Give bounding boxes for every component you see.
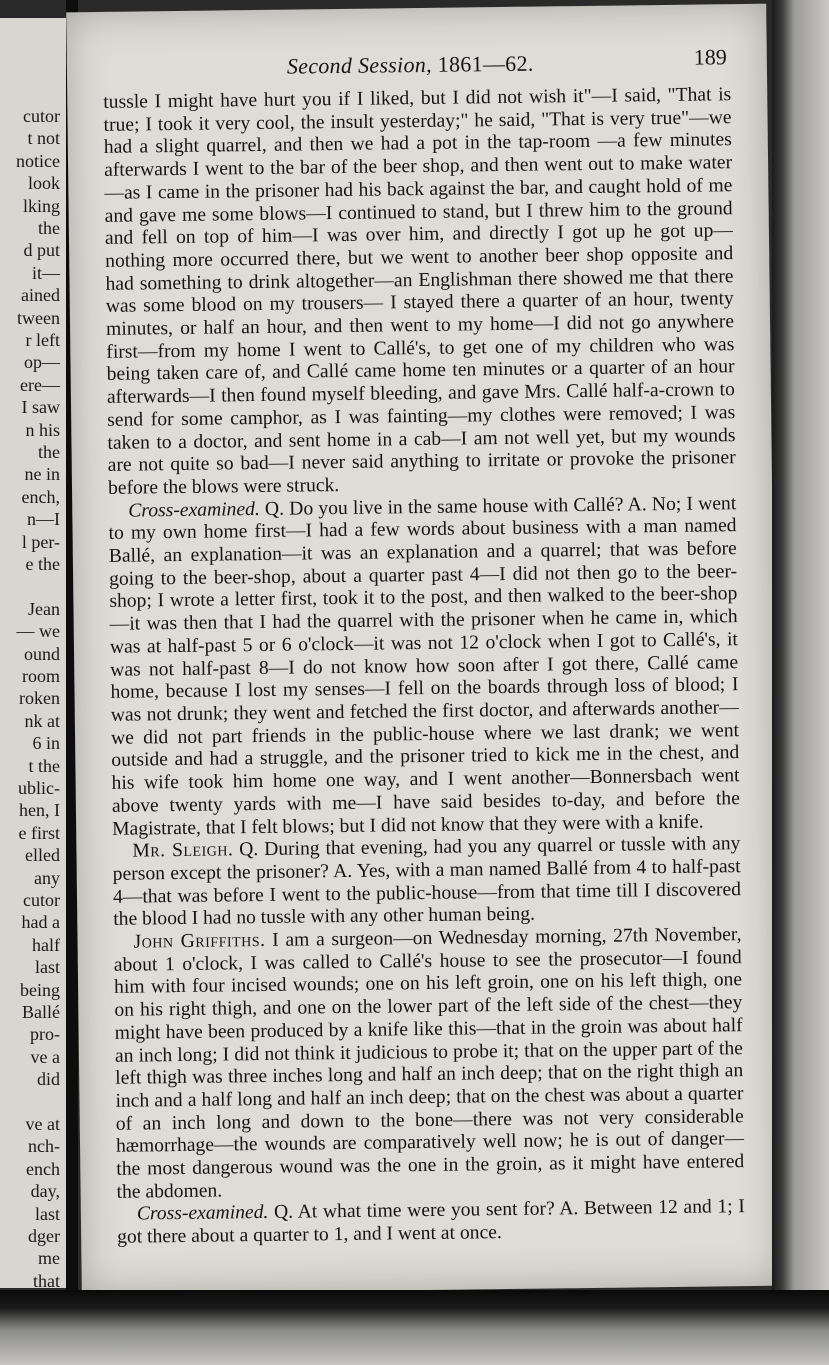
facing-page-fragment: ained: [21, 285, 60, 306]
cross-examined-label: Cross-examined.: [136, 1202, 269, 1226]
facing-page-fragment: me: [38, 1248, 60, 1269]
facing-page-fragment: t the: [28, 755, 60, 776]
facing-page-fragment: cutor: [23, 106, 60, 126]
sleigh-paragraph: [112, 833, 741, 931]
facing-page-fragment: any: [34, 867, 60, 888]
facing-page-fragment: that: [33, 1270, 60, 1288]
paragraph-text: tussle I might have hurt you if I liked, but I did not wish it"—I said, "That is true; I took it very cool, the insult yesterday;" he said, "That is very true"—we had a slight quarrel, and then we had a pot in the tap-room —a few minutes afterwards I went to the bar of the beer shop, and then went out to make water—as I came in the prisoner had his back against the bar, and caught hold of me and gave me some blows—I continued to stand, but I threw him to the ground and fell on top of him—I was over him, and directly I got up he got up—nothing more occurred there, but we went to another beer shop opposite and had something to drink altogether—an Englishman there showed me that there was some blood on my trousers— I stayed there a quarter of an hour, twenty minutes, or half an hour, and then went to my home—I did not go anywhere first—from my home I went to Callé's, to get one of my children who was being taken care of, and Callé came home ten minutes or a quarter of an hour afterwards—I then found myself bleeding, and gave Mrs. Callé half-a-crown to send for some camphor, as I was fainting—my clothes were removed; I was taken to a doctor, and sent home in a cab—I am not well yet, but my wounds are not quite so bad—I never said anything to irritate or provoke the prisoner before the blows were struck.: [103, 84, 736, 499]
facing-page-fragment: ve a: [30, 1046, 60, 1067]
facing-page-fragment: e first: [18, 822, 60, 843]
scanner-edge-bottom: [0, 1290, 829, 1365]
facing-page-fragment: half: [32, 934, 60, 955]
facing-page-fragment: notice: [16, 150, 60, 171]
facing-page-fragment: pro-: [30, 1024, 60, 1045]
facing-page-fragment: ne in: [24, 464, 60, 485]
facing-page-fragment: — we: [16, 621, 60, 642]
scanner-edge-right: [772, 0, 829, 1365]
facing-page-fragment: nk at: [24, 710, 60, 731]
session-title: Second Session,: [286, 51, 433, 79]
session-year: 1861—62.: [437, 50, 534, 77]
facing-page-fragment: Jean: [28, 598, 60, 619]
facing-page-fragment: elled: [25, 845, 60, 866]
facing-page-fragment: Ballé: [22, 1002, 60, 1022]
facing-page-fragment: last: [35, 957, 60, 978]
page-body: [103, 84, 745, 1249]
facing-page-fragment: lking: [22, 195, 60, 216]
facing-page-fragment: op—: [24, 352, 60, 373]
facing-page-fragment: d put: [23, 240, 60, 261]
book-page: [66, 4, 782, 1294]
facing-page-fragment: r left: [25, 330, 60, 350]
facing-page-fragment: ench: [26, 1158, 60, 1179]
facing-page-fragment: ound: [24, 643, 60, 664]
facing-page-fragment: t not: [27, 128, 60, 149]
facing-page-fragment: l per-: [21, 531, 60, 552]
page-number: 189: [693, 44, 727, 70]
facing-page-fragment: last: [35, 1203, 60, 1224]
facing-page-fragment: dger: [28, 1226, 60, 1246]
facing-page-fragment: ve at: [25, 1114, 60, 1134]
cross-examination-paragraph: [117, 1197, 746, 1250]
cross-examined-label: Cross-examined.: [128, 498, 260, 522]
speaker-label: Mr. Sleigh.: [132, 839, 234, 862]
page-header: [107, 44, 727, 86]
facing-page-fragment: it—: [31, 262, 60, 283]
facing-page-fragment: did: [36, 1069, 60, 1090]
paragraph-text: Q. At what time were you sent for? A. Between 12 and 1; I got there about a quarter to 1, and I went at once.: [117, 1196, 745, 1248]
facing-page-fragment: ench,: [21, 486, 60, 507]
facing-page-fragment: n his: [25, 419, 60, 440]
facing-page-fragment: being: [20, 979, 60, 1000]
facing-page-fragment: day,: [30, 1181, 60, 1202]
running-head: [287, 51, 534, 80]
facing-page-fragment: room: [22, 666, 60, 686]
facing-page-fragment: n—I: [27, 509, 60, 530]
facing-page-fragment: had a: [21, 912, 60, 933]
facing-page-fragment: I saw: [21, 397, 60, 418]
facing-page-fragment: 6 in: [32, 733, 60, 754]
speaker-label: John Griffiths.: [133, 929, 266, 953]
facing-page-fragment: look: [27, 173, 60, 194]
facing-page-fragment: nch-: [28, 1136, 60, 1157]
griffiths-paragraph: [113, 924, 744, 1204]
paragraph-text: Q. Do you live in the same house with Callé? A. No; I went to my own home first—I had a few words about business with a man named Ballé, an explanation—it was an explanation and a quarrel; that was before going to the beer-shop, about a quarter past 4—I did not then go to the beer-shop; I wrote a letter first, took it to the post, and then walked to the beer-shop—it was then that I had the quarrel with the prisoner when he came in, which was at half-past 5 or 6 o'clock—it was not 12 o'clock when I got to Callé's, it was not half-past 8—I do not know how soon after I got there, Callé came home, because I lost my senses—I fell on the boards through loss of blood; I was not drunk; they went and fetched the first doctor, and afterwards another—we did not part friends in the public-house where we last drank; we went outside and had a struggle, and the prisoner tried to kick me in the chest, and his wife took him home one way, and I went another—Bonnersbach went above twenty yards with me—I have said besides to-day, and before the Magistrate, that I felt blows; but I did not know that they were with a knife.: [108, 492, 740, 840]
facing-page-fragment: ublic-: [18, 778, 60, 798]
facing-page-fragment: e the: [25, 554, 60, 574]
facing-page-edge: [0, 18, 69, 1288]
facing-page-fragment: tween: [17, 307, 60, 328]
paragraph-text: Q. During that evening, had you any quarrel or tussle with any person except the prisoner? A. Yes, with a man named Ballé from 4 to half-past 4—that was before I went to the public-house—from that time till I discovered the blood I had no tussle with any other human being.: [112, 833, 742, 931]
testimony-paragraph: [103, 84, 736, 500]
paragraph-text: I am a surgeon—on Wednesday morning, 27th November, about 1 o'clock, I was called to Callé's house to see the prosecutor—I found him with four incised wounds; one on his left groin, one on his left thigh, one on his right thigh, and one on the lower part of the left side of the chest—they might have been produced by a knife like this—that in the groin was about half an inch long; I did not think it judicious to probe it; that on the upper part of the left thigh was three inches long and half an inch deep; that on the right thigh an inch and a half long and half an inch deep; that on the chest was about a quarter of an inch long and down to the bone—there was not very considerable hæmorrhage—the wounds are comparatively well now; he is out of danger—the most dangerous wound was the one in the groin, as it might have entered the abdomen.: [113, 924, 745, 1203]
cross-examination-paragraph: [108, 493, 740, 841]
facing-page-fragment: cutor: [23, 890, 60, 910]
facing-page-fragment: ere—: [20, 374, 60, 395]
facing-page-fragment: hen, I: [19, 800, 60, 821]
facing-page-fragment: the: [38, 218, 60, 238]
facing-page-fragment: the: [38, 442, 60, 462]
facing-page-fragment: roken: [19, 688, 60, 709]
